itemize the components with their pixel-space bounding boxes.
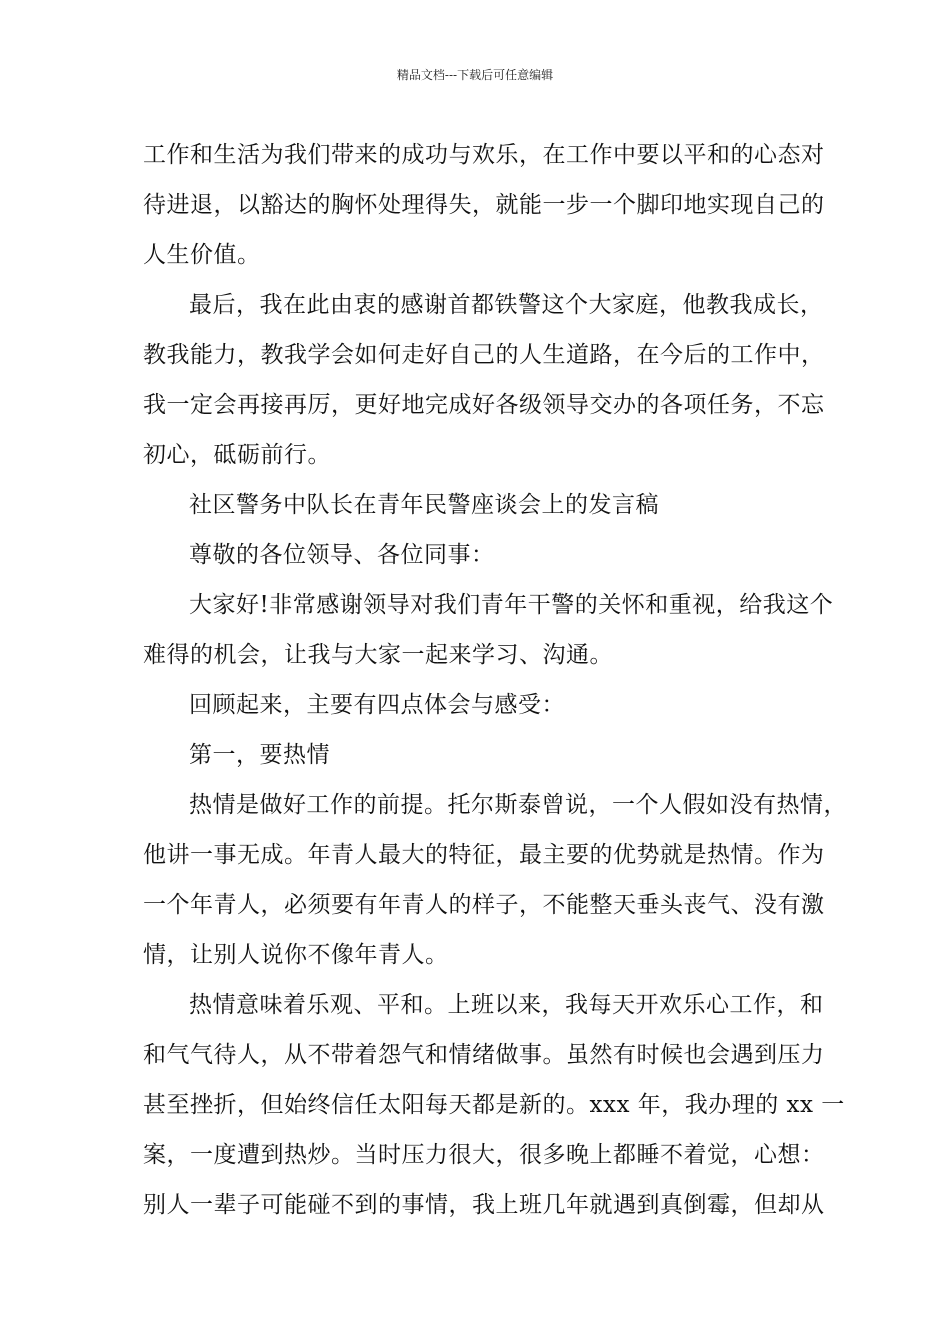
text-line: 待进退，以豁达的胸怀处理得失，就能一步一个脚印地实现自己的: [143, 192, 825, 218]
text-line: 我一定会再接再厉，更好地完成好各级领导交办的各项任务，不忘: [143, 392, 825, 418]
salutation: 尊敬的各位领导、各位同事：: [189, 542, 495, 568]
page-header: 精品文档---下载后可任意编辑: [396, 68, 554, 82]
text-line: 案，一度遭到热炒。当时压力很大，很多晚上都睡不着觉，心想：: [143, 1142, 825, 1168]
document-body: [143, 130, 847, 1230]
paragraph-start-line: 热情意味着乐观、平和。上班以来，我每天开欢乐心工作，和: [189, 992, 824, 1018]
text-line: 人生价值。: [143, 242, 261, 268]
text-line: 甚至挫折，但始终信任太阳每天都是新的。xxx 年，我办理的 xx 一: [143, 1092, 845, 1118]
speech-title: 社区警务中队长在青年民警座谈会上的发言稿: [189, 492, 659, 518]
paragraph-start-line: 最后，我在此由衷的感谢首都铁警这个大家庭，他教我成长，: [189, 292, 824, 318]
text-line: 一个年青人，必须要有年青人的样子，不能整天垂头丧气、没有激: [143, 892, 825, 918]
text-line: 别人一辈子可能碰不到的事情，我上班几年就遇到真倒霉，但却从: [143, 1192, 825, 1218]
section-heading: 第一，要热情: [189, 742, 330, 768]
text-line: 和气气待人，从不带着怨气和情绪做事。虽然有时候也会遇到压力: [143, 1042, 825, 1068]
paragraph-start-line: 大家好!非常感谢领导对我们青年干警的关怀和重视，给我这个: [189, 592, 834, 618]
paragraph-start-line: 热情是做好工作的前提。托尔斯泰曾说，一个人假如没有热情，: [189, 792, 847, 818]
text-line: 教我能力，教我学会如何走好自己的人生道路，在今后的工作中，: [143, 342, 825, 368]
text-line: 难得的机会，让我与大家一起来学习、沟通。: [143, 642, 613, 668]
text-line: 初心，砥砺前行。: [143, 442, 331, 468]
paragraph-start-line: 回顾起来，主要有四点体会与感受：: [189, 692, 565, 718]
text-line: 情，让别人说你不像年青人。: [143, 942, 449, 968]
text-line: 工作和生活为我们带来的成功与欢乐，在工作中要以平和的心态对: [143, 142, 825, 168]
text-line: 他讲一事无成。年青人最大的特征，最主要的优势就是热情。作为: [143, 842, 825, 868]
